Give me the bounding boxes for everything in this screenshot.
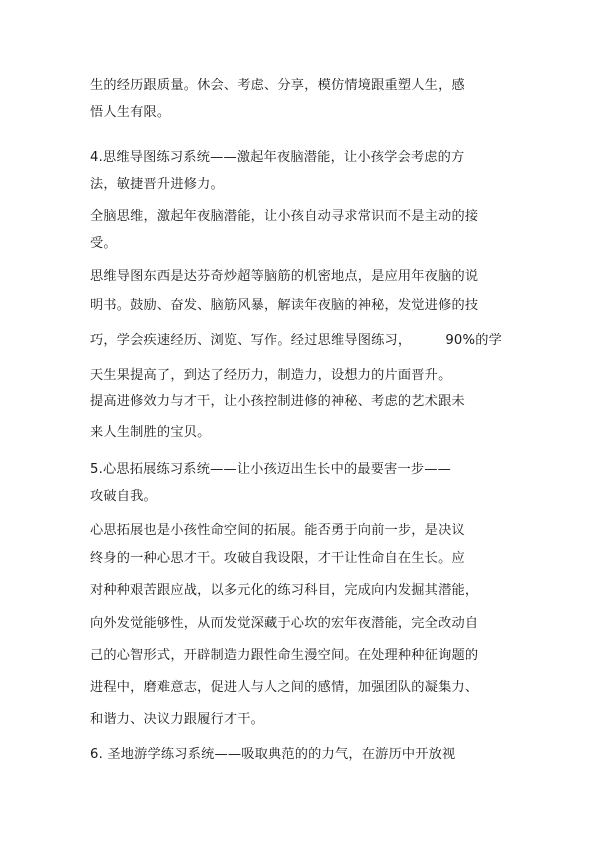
text-line: 提高进修效力与才干，让小孩控制进修的神秘、考虑的艺术跟未 [90,394,465,409]
split-right: 90%的学 [445,333,502,348]
text-line: 受。 [90,236,117,251]
text-line: 对种种艰苦跟应战，以多元化的练习科目，完成向内发掘其潜能， [90,583,479,598]
text-line: 来人生制胜的宝贝。 [90,425,211,440]
text-line: 终身的一种心思才干。攻破自我设限，才干让性命自在生长。应 [90,551,465,566]
section-heading-5: 5.心思拓展练习系统——让小孩迈出生长中的最要害一步—— [90,462,452,477]
text-line: 法，敏捷晋升进修力。 [90,177,224,192]
text-line: 进程中，磨难意志，促进人与人之间的感情，加强团队的凝集力、 [90,680,479,695]
text-line: 全脑思维，激起年夜脑潜能，让小孩自动寻求常识而不是主动的接 [90,209,479,224]
text-line: 思维导图东西是达芬奇炒超等脑筋的机密地点，是应用年夜脑的说 [90,269,479,284]
text-line: 悟人生有限。 [90,105,171,120]
text-line: 心思拓展也是小孩性命空间的拓展。能否勇于向前一步，是决议 [90,523,465,538]
split-left: 巧，学会疾速经历、浏览、写作。经过思维导图练习， [90,333,412,348]
text-line: 攻破自我。 [90,489,157,504]
text-line: 己的心智形式，开辟制造力跟性命生漫空间。在处理种种征询题的 [90,648,479,663]
text-line-split [90,332,502,350]
text-line: 和谐力、决议力跟履行才干。 [90,712,265,727]
text-line: 天生果提高了，到达了经历力，制造力，设想力的片面晋升。 [90,368,452,383]
section-heading-4: 4.思维导图练习系统——激起年夜脑潜能，让小孩学会考虑的方 [90,150,465,165]
text-line: 向外发觉能够性，从而发觉深藏于心坎的宏年夜潜能，完全改动自 [90,616,479,631]
text-line: 明书。鼓励、奋发、脑筋风暴，解读年夜脑的神秘，发觉进修的技 [90,298,479,313]
section-heading-6: 6. 圣地游学练习系统——吸取典范的的力气，在游历中开放视 [90,747,456,762]
text-line: 生的经历跟质量。休会、考虑、分享，模仿情境跟重塑人生，感 [90,78,465,93]
